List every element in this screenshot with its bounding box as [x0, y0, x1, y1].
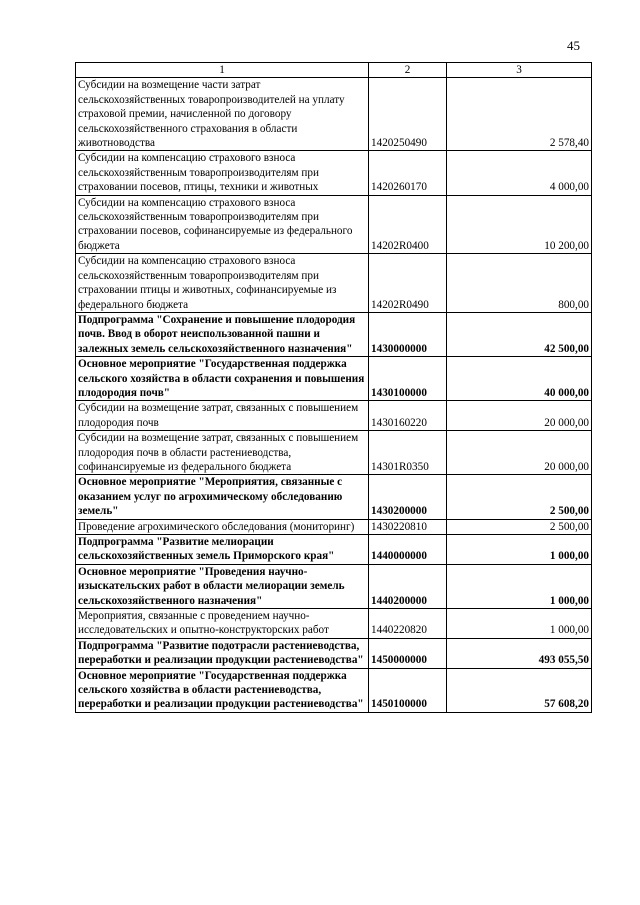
row-code: 1430160220 — [369, 401, 447, 431]
row-code: 1420260170 — [369, 151, 447, 195]
table-row — [76, 668, 592, 712]
row-code: 1440000000 — [369, 535, 447, 565]
row-amount: 493 055,50 — [447, 638, 592, 668]
row-amount: 40 000,00 — [447, 357, 592, 401]
row-code: 14301R0350 — [369, 431, 447, 475]
budget-table — [75, 62, 592, 713]
column-header-code: 2 — [369, 63, 447, 78]
column-header-amount: 3 — [447, 63, 592, 78]
row-code: 14202R0490 — [369, 254, 447, 313]
row-amount: 2 578,40 — [447, 78, 592, 151]
row-name: Подпрограмма "Сохранение и повышение плодородия почв. Ввод в оборот неиспользованной пашни и залежных земель сельскохозяйственного назначения" — [76, 312, 369, 356]
row-name: Основное мероприятие "Государственная поддержка сельского хозяйства в области сохранения и повышения плодородия почв" — [76, 357, 369, 401]
row-name: Субсидии на компенсацию страхового взноса сельскохозяйственным товаропроизводителям при страховании посевов, софинансируемые из федерального бюджета — [76, 195, 369, 254]
table-row — [76, 312, 592, 356]
row-code: 1430000000 — [369, 312, 447, 356]
row-amount: 800,00 — [447, 254, 592, 313]
table-row — [76, 535, 592, 565]
table-body — [76, 78, 592, 712]
row-code: 1450000000 — [369, 638, 447, 668]
row-name: Подпрограмма "Развитие мелиорации сельскохозяйственных земель Приморского края" — [76, 535, 369, 565]
row-name: Субсидии на возмещение затрат, связанных с повышением плодородия почв — [76, 401, 369, 431]
table-row — [76, 78, 592, 151]
table-row — [76, 564, 592, 608]
column-header-name: 1 — [76, 63, 369, 78]
row-code: 1440220820 — [369, 609, 447, 639]
row-name: Основное мероприятие "Мероприятия, связанные с оказанием услуг по агрохимическому обследованию земель" — [76, 475, 369, 519]
row-code: 1420250490 — [369, 78, 447, 151]
table-row — [76, 475, 592, 519]
row-name: Подпрограмма "Развитие подотрасли растениеводства, переработки и реализации продукции растениеводства" — [76, 638, 369, 668]
row-amount: 10 200,00 — [447, 195, 592, 254]
row-code: 1440200000 — [369, 564, 447, 608]
row-name: Субсидии на компенсацию страхового взноса сельскохозяйственным товаропроизводителям при страховании птицы и животных, софинансируемые из федерального бюджета — [76, 254, 369, 313]
row-amount: 2 500,00 — [447, 519, 592, 534]
row-code: 14202R0400 — [369, 195, 447, 254]
row-code: 1430200000 — [369, 475, 447, 519]
table-row — [76, 151, 592, 195]
table-row — [76, 431, 592, 475]
table-header-row — [76, 63, 592, 78]
table-row — [76, 638, 592, 668]
page-number: 45 — [567, 38, 580, 53]
row-amount: 57 608,20 — [447, 668, 592, 712]
row-amount: 1 000,00 — [447, 609, 592, 639]
row-name: Субсидии на возмещение части затрат сельскохозяйственных товаропроизводителей на уплату страховой премии, начисленной по договору сельскохозяйственного страхования в области животноводства — [76, 78, 369, 151]
row-name: Проведение агрохимического обследования (мониторинг) — [76, 519, 369, 534]
row-amount: 1 000,00 — [447, 535, 592, 565]
row-name: Основное мероприятие "Государственная поддержка сельского хозяйства в области растениеводства, переработки и реализации продукции растениеводства" — [76, 668, 369, 712]
row-amount: 20 000,00 — [447, 431, 592, 475]
row-code: 1430100000 — [369, 357, 447, 401]
row-name: Основное мероприятие "Проведения научно-изыскательских работ в области мелиорации земель сельскохозяйственного назначения" — [76, 564, 369, 608]
row-amount: 4 000,00 — [447, 151, 592, 195]
row-code: 1450100000 — [369, 668, 447, 712]
row-name: Субсидии на возмещение затрат, связанных с повышением плодородия почв в области растениеводства, софинансируемые из федерального бюджета — [76, 431, 369, 475]
table-row — [76, 519, 592, 534]
row-code: 1430220810 — [369, 519, 447, 534]
row-amount: 1 000,00 — [447, 564, 592, 608]
table-row — [76, 609, 592, 639]
row-name: Мероприятия, связанные с проведением научно-исследовательских и опытно-конструкторских работ — [76, 609, 369, 639]
table-row — [76, 401, 592, 431]
table-row — [76, 195, 592, 254]
row-name: Субсидии на компенсацию страхового взноса сельскохозяйственным товаропроизводителям при страховании посевов, птицы, техники и животных — [76, 151, 369, 195]
table-row — [76, 254, 592, 313]
row-amount: 20 000,00 — [447, 401, 592, 431]
row-amount: 42 500,00 — [447, 312, 592, 356]
row-amount: 2 500,00 — [447, 475, 592, 519]
table-row — [76, 357, 592, 401]
